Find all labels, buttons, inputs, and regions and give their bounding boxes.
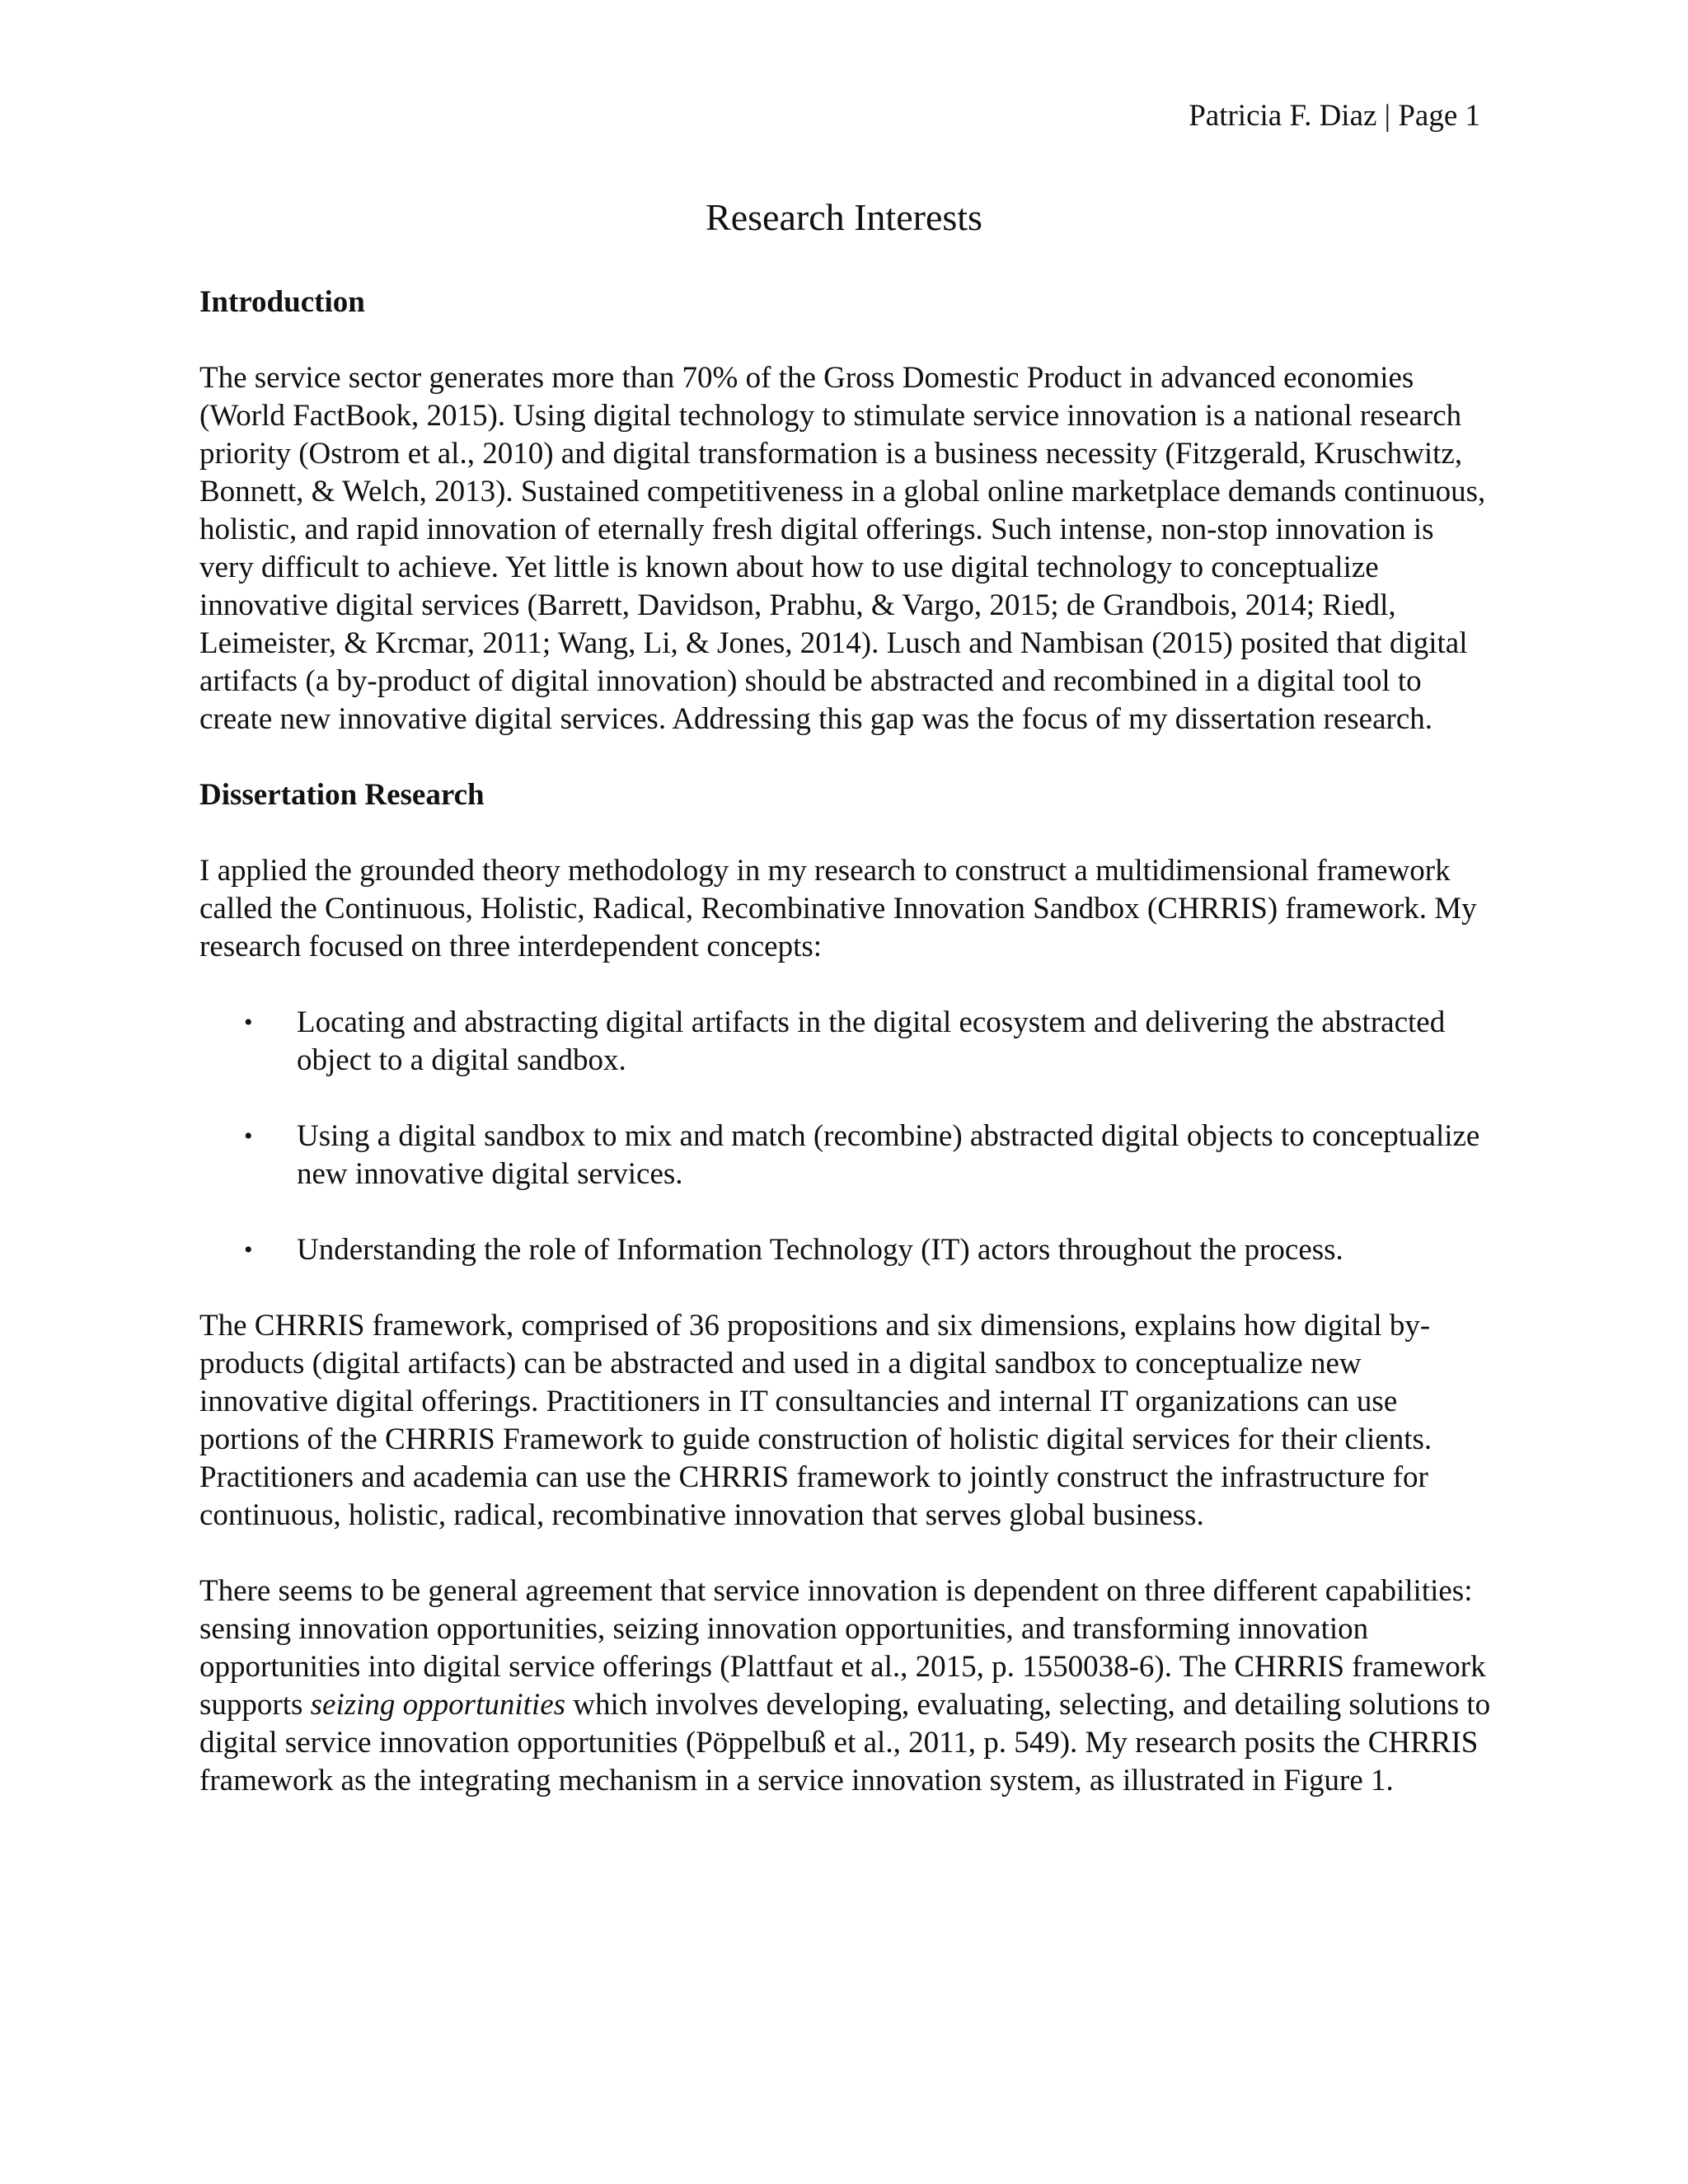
list-item-text: Understanding the role of Information Technology (IT) actors throughout the process. — [297, 1233, 1343, 1267]
introduction-heading: Introduction — [199, 285, 365, 319]
list-item-text: Using a digital sandbox to mix and match (recombine) abstracted digital objects to conceptualize new innovative digital services. — [297, 1119, 1480, 1191]
dissertation-heading: Dissertation Research — [199, 778, 485, 812]
list-item — [199, 1231, 1493, 1269]
bullet-icon: • — [244, 1122, 253, 1150]
concepts-list — [199, 1004, 1493, 1269]
list-item — [199, 1118, 1493, 1193]
bullet-icon: • — [244, 1009, 253, 1036]
dissertation-intro-paragraph: I applied the grounded theory methodology in my research to construct a multidimensional framework called the Continuous, Holistic, Radical, Recombinative Innovation Sandbox (CHRRIS) framework. My research focused on three interdependent concepts: — [199, 854, 1477, 963]
introduction-paragraph: The service sector generates more than 70% of the Gross Domestic Product in advanced economies (World FactBook, 2015). Using digital technology to stimulate service innovation is a national research priority (Ostrom et al., 2010) and digital transformation is a business necessity (Fitzgerald, Kruschwitz, Bonnett, & Welch, 2013). Sustained competitiveness in a global online marketplace demands continuous, holistic, and rapid innovation of eternally fresh digital offerings. Such intense, non-stop innovation is very difficult to achieve. Yet little is known about how to use digital technology to conceptualize innovative digital services (Barrett, Davidson, Prabhu, & Vargo, 2015; de Grandbois, 2014; Riedl, Leimeister, & Krcmar, 2011; Wang, Li, & Jones, 2014). Lusch and Nambisan (2015) posited that digital artifacts (a by-product of digital innovation) should be abstracted and recombined in a digital tool to create new innovative digital services. Addressing this gap was the focus of my dissertation research. — [199, 361, 1486, 736]
framework-paragraph: The CHRRIS framework, comprised of 36 propositions and six dimensions, explains how digital by-products (digital artifacts) can be abstracted and used in a digital sandbox to conceptualize new innovative digital offerings. Practitioners in IT consultancies and internal IT organizations can use portions of the CHRRIS Framework to guide construction of holistic digital services for their clients. Practitioners and academia can use the CHRRIS framework to jointly construct the infrastructure for continuous, holistic, radical, recombinative innovation that serves global business. — [199, 1309, 1432, 1532]
capabilities-paragraph — [199, 1572, 1493, 1800]
bullet-icon: • — [244, 1236, 253, 1263]
seizing-opportunities-emphasis: seizing opportunities — [310, 1688, 566, 1722]
list-item — [199, 1004, 1493, 1080]
page-header: Patricia F. Diaz | Page 1 — [1189, 99, 1480, 133]
page-title: Research Interests — [706, 196, 982, 238]
document-body — [199, 284, 1493, 1838]
capabilities-text-part1: There seems to be general agreement that service innovation is dependent on three different capabilities: sensing innovation opportunities, seizing innovation opportunities, and transforming innovation opportunities into digital service offerings (Plattfaut et al., 2015, p. 1550038-6). The CHRRIS framework supports — [199, 1574, 1486, 1722]
list-item-text: Locating and abstracting digital artifacts in the digital ecosystem and delivering the abstracted object to a digital sandbox. — [297, 1005, 1446, 1077]
capabilities-text-part2: which involves developing, evaluating, selecting, and detailing solutions to digital service innovation opportunities (Pöppelbuß et al., 2011, p. 549). My research posits the CHRRIS framework as the integrating mechanism in a service innovation system, as illustrated in Figure 1. — [199, 1688, 1491, 1797]
